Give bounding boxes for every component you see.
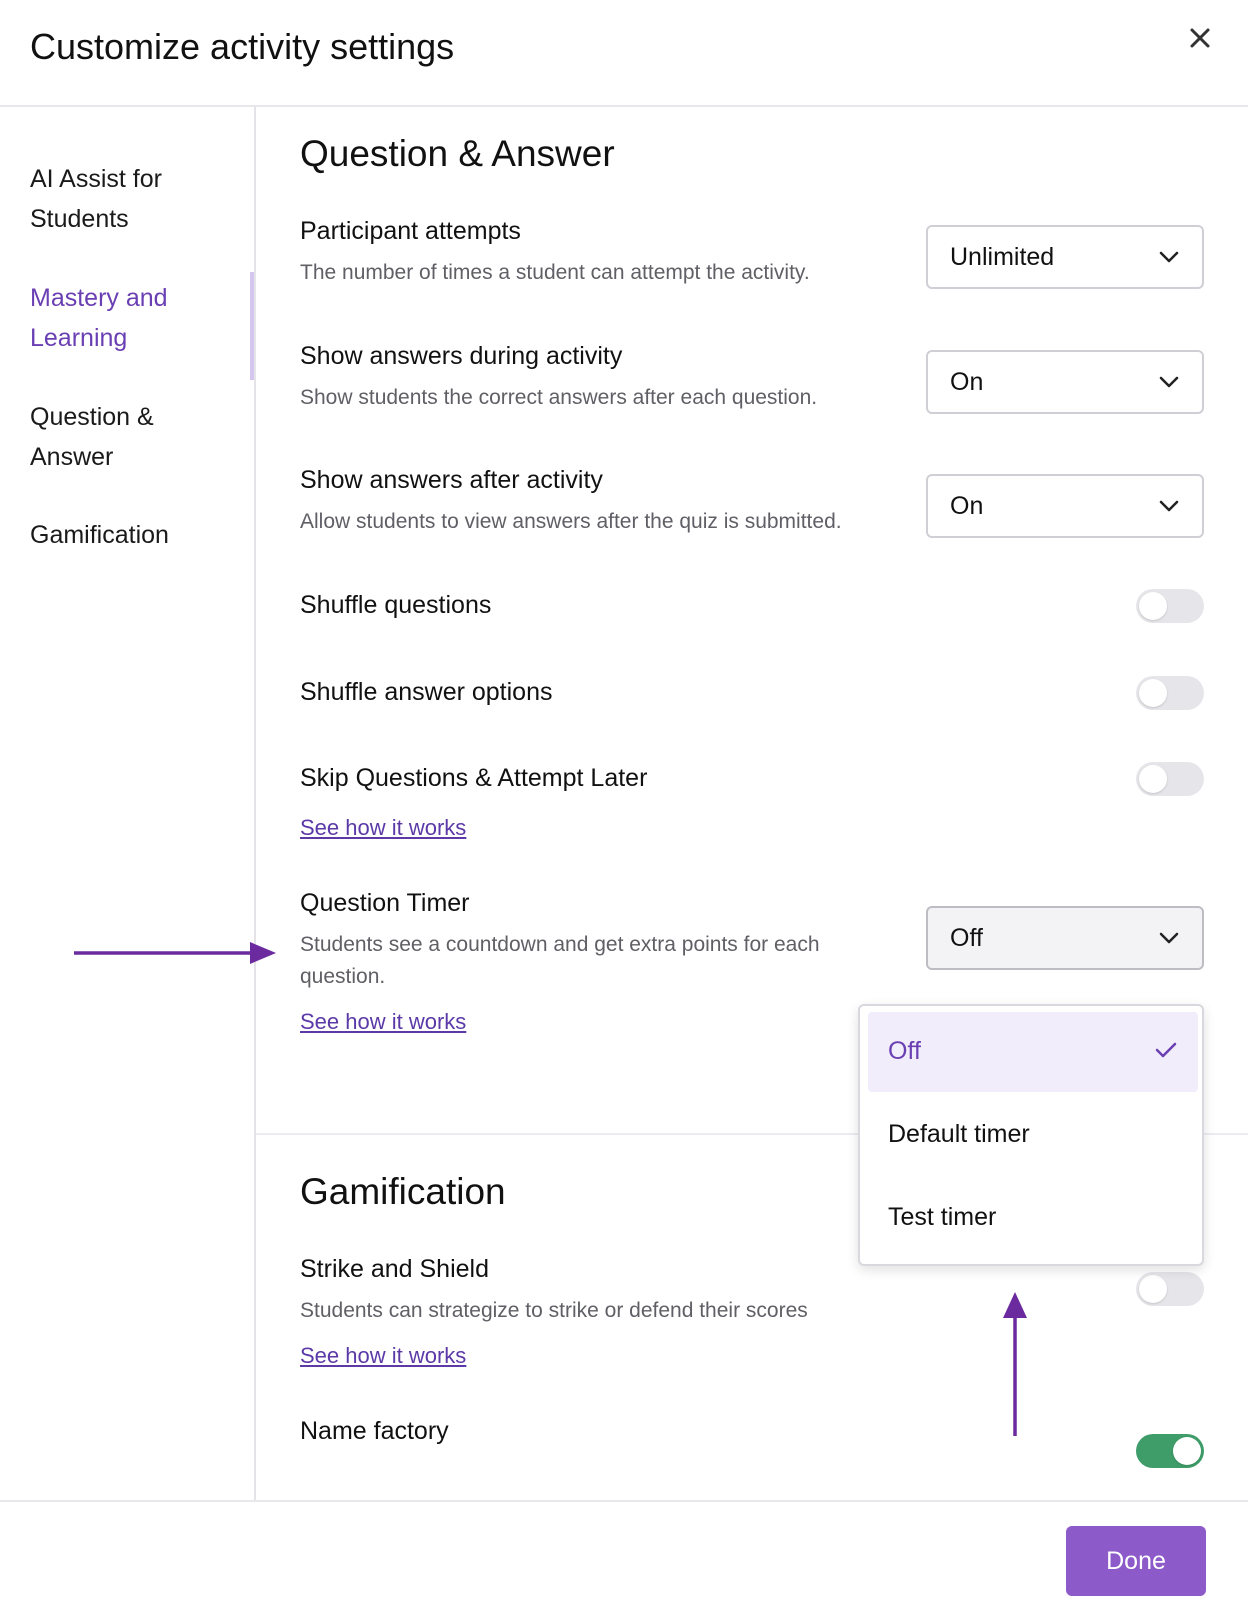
toggle-knob xyxy=(1139,765,1167,793)
modal-title: Customize activity settings xyxy=(30,26,455,67)
checkmark-icon xyxy=(1154,1040,1178,1060)
timer-option-label: Default timer xyxy=(888,1120,1030,1148)
participant-attempts-select[interactable] xyxy=(926,225,1204,289)
show-answers-after-description: Allow students to view answers after the quiz is submitted. xyxy=(300,510,842,533)
sidebar-item-mastery-learning[interactable]: Mastery and Learning xyxy=(30,284,168,352)
shuffle-answers-title: Shuffle answer options xyxy=(300,678,553,706)
show-answers-during-select[interactable] xyxy=(926,350,1204,414)
section-heading-gamification: Gamification xyxy=(300,1171,506,1212)
shuffle-questions-title: Shuffle questions xyxy=(300,591,492,619)
section-heading-question-answer: Question & Answer xyxy=(300,133,615,174)
done-button[interactable]: Done xyxy=(1066,1526,1206,1596)
close-button[interactable] xyxy=(1182,20,1218,56)
timer-option-label: Off xyxy=(888,1037,921,1065)
show-answers-after-select[interactable] xyxy=(926,474,1204,538)
annotation-arrow-right-icon xyxy=(70,938,280,968)
settings-content[interactable] xyxy=(256,107,1248,1500)
close-icon xyxy=(1182,20,1218,56)
skip-questions-title: Skip Questions & Attempt Later xyxy=(300,764,648,792)
modal-header xyxy=(0,0,1248,107)
strike-shield-how-it-works-link[interactable]: See how it works xyxy=(300,1343,467,1368)
strike-shield-toggle[interactable] xyxy=(1136,1272,1204,1306)
timer-option-test[interactable] xyxy=(868,1178,1198,1258)
show-answers-during-title: Show answers during activity xyxy=(300,342,623,370)
question-timer-value: Off xyxy=(950,924,983,952)
show-answers-after-value: On xyxy=(950,492,984,520)
toggle-knob xyxy=(1139,1275,1167,1303)
show-answers-during-description: Show students the correct answers after each question. xyxy=(300,386,818,409)
participant-attempts-title: Participant attempts xyxy=(300,217,521,245)
toggle-knob xyxy=(1173,1437,1201,1465)
toggle-knob xyxy=(1139,679,1167,707)
question-timer-select[interactable] xyxy=(926,906,1204,970)
show-answers-after-title: Show answers after activity xyxy=(300,466,603,494)
toggle-knob xyxy=(1139,592,1167,620)
participant-attempts-value: Unlimited xyxy=(950,243,1055,271)
question-timer-description: Students see a countdown and get extra points for each question. xyxy=(300,933,820,988)
chevron-down-icon xyxy=(1158,498,1180,514)
chevron-down-icon xyxy=(1158,374,1180,390)
sidebar-item-gamification[interactable]: Gamification xyxy=(30,521,169,549)
settings-sidebar xyxy=(0,107,256,1500)
name-factory-toggle[interactable] xyxy=(1136,1434,1204,1468)
chevron-down-icon xyxy=(1158,930,1180,946)
skip-questions-toggle[interactable] xyxy=(1136,762,1204,796)
shuffle-answers-toggle[interactable] xyxy=(1136,676,1204,710)
show-answers-during-value: On xyxy=(950,368,984,396)
active-nav-indicator xyxy=(250,272,254,380)
sidebar-item-question-answer[interactable]: Question & Answer xyxy=(30,403,154,471)
sidebar-item-ai-assist[interactable]: AI Assist for Students xyxy=(30,165,162,233)
shuffle-questions-toggle[interactable] xyxy=(1136,589,1204,623)
participant-attempts-description: The number of times a student can attempt the activity. xyxy=(300,261,810,284)
question-timer-menu xyxy=(858,1004,1204,1266)
question-timer-title: Question Timer xyxy=(300,889,470,917)
timer-option-default[interactable] xyxy=(868,1095,1198,1175)
strike-shield-title: Strike and Shield xyxy=(300,1255,490,1283)
name-factory-title: Name factory xyxy=(300,1417,449,1445)
modal-footer xyxy=(0,1500,1248,1612)
timer-option-label: Test timer xyxy=(888,1203,997,1231)
skip-questions-how-it-works-link[interactable]: See how it works xyxy=(300,815,467,840)
chevron-down-icon xyxy=(1158,249,1180,265)
question-timer-how-it-works-link[interactable]: See how it works xyxy=(300,1009,467,1034)
timer-option-off[interactable] xyxy=(868,1012,1198,1092)
annotation-arrow-up-icon xyxy=(1000,1290,1030,1440)
strike-shield-description: Students can strategize to strike or defend their scores xyxy=(300,1299,808,1322)
